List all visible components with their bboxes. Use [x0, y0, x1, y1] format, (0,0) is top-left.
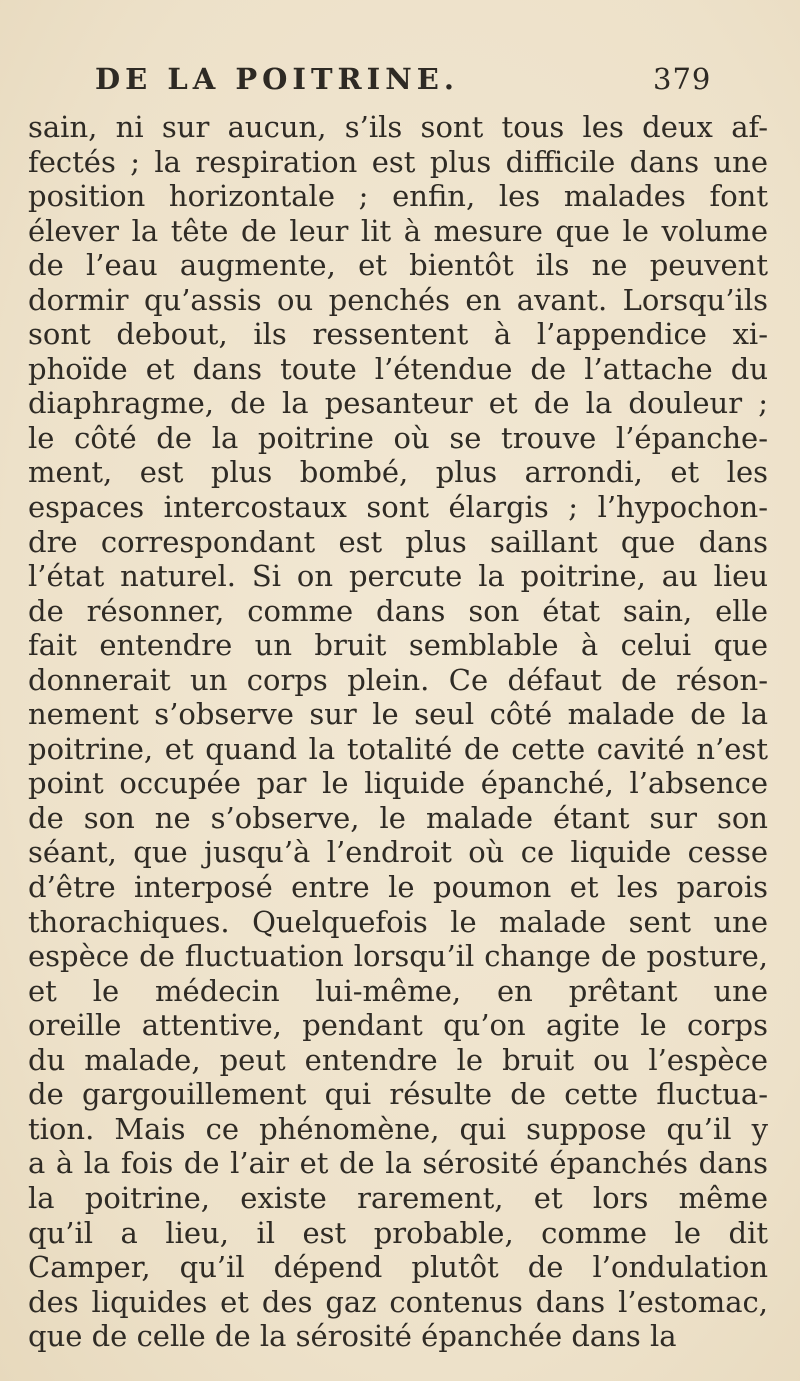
text-line: thorachiques. Quelquefois le malade sent une: [28, 904, 768, 939]
text-line: qu’il a lieu, il est probable, comme le dit: [28, 1215, 768, 1250]
text-line: point occupée par le liquide épanché, l’absence: [28, 766, 768, 801]
text-line: l’état naturel. Si on percute la poitrine, au lieu: [28, 559, 768, 594]
text-line: espèce de fluctuation lorsqu’il change de posture,: [28, 939, 768, 974]
text-line: du malade, peut entendre le bruit ou l’espèce: [28, 1042, 768, 1077]
text-line: espaces intercostaux sont élargis ; l’hypochon-: [28, 490, 768, 525]
text-line: de l’eau augmente, et bientôt ils ne peuvent: [28, 248, 768, 283]
text-line: la poitrine, existe rarement, et lors même: [28, 1180, 768, 1215]
text-line: d’être interposé entre le poumon et les parois: [28, 870, 768, 905]
running-head: DE LA POITRINE.: [95, 62, 459, 96]
text-line: phoïde et dans toute l’étendue de l’attache du: [28, 351, 768, 386]
text-line: de son ne s’observe, le malade étant sur son: [28, 800, 768, 835]
text-line: ment, est plus bombé, plus arrondi, et les: [28, 455, 768, 490]
text-line: a à la fois de l’air et de la sérosité épanchés dans: [28, 1146, 768, 1181]
text-line: des liquides et des gaz contenus dans l’estomac,: [28, 1284, 768, 1319]
text-line: séant, que jusqu’à l’endroit où ce liquide cesse: [28, 835, 768, 870]
text-line: de gargouillement qui résulte de cette fluctua-: [28, 1077, 768, 1112]
page-header: [0, 40, 800, 100]
text-line: fectés ; la respiration est plus difficile dans une: [28, 144, 768, 179]
text-line: élever la tête de leur lit à mesure que le volume: [28, 213, 768, 248]
text-line: oreille attentive, pendant qu’on agite le corps: [28, 1008, 768, 1043]
text-line: donnerait un corps plein. Ce défaut de réson-: [28, 662, 768, 697]
text-line: position horizontale ; enfin, les malades font: [28, 179, 768, 214]
text-line: de résonner, comme dans son état sain, elle: [28, 593, 768, 628]
text-line: dre correspondant est plus saillant que dans: [28, 524, 768, 559]
text-line: et le médecin lui-même, en prêtant une: [28, 973, 768, 1008]
text-line: sont debout, ils ressentent à l’appendice xi-: [28, 317, 768, 352]
text-line: poitrine, et quand la totalité de cette cavité n’est: [28, 731, 768, 766]
text-line: fait entendre un bruit semblable à celui que: [28, 628, 768, 663]
text-line: tion. Mais ce phénomène, qui suppose qu’il y: [28, 1111, 768, 1146]
text-line: dormir qu’assis ou penchés en avant. Lorsqu’ils: [28, 282, 768, 317]
text-line: nement s’observe sur le seul côté malade de la: [28, 697, 768, 732]
body-text: [28, 110, 768, 1354]
text-line: le côté de la poitrine où se trouve l’épanche-: [28, 420, 768, 455]
text-line: Camper, qu’il dépend plutôt de l’ondulation: [28, 1250, 768, 1285]
text-line: que de celle de la sérosité épanchée dans la: [28, 1319, 677, 1354]
page-number: 379: [653, 62, 712, 96]
text-line: sain, ni sur aucun, s’ils sont tous les deux af-: [28, 110, 768, 144]
text-line: diaphragme, de la pesanteur et de la douleur ;: [28, 386, 768, 421]
